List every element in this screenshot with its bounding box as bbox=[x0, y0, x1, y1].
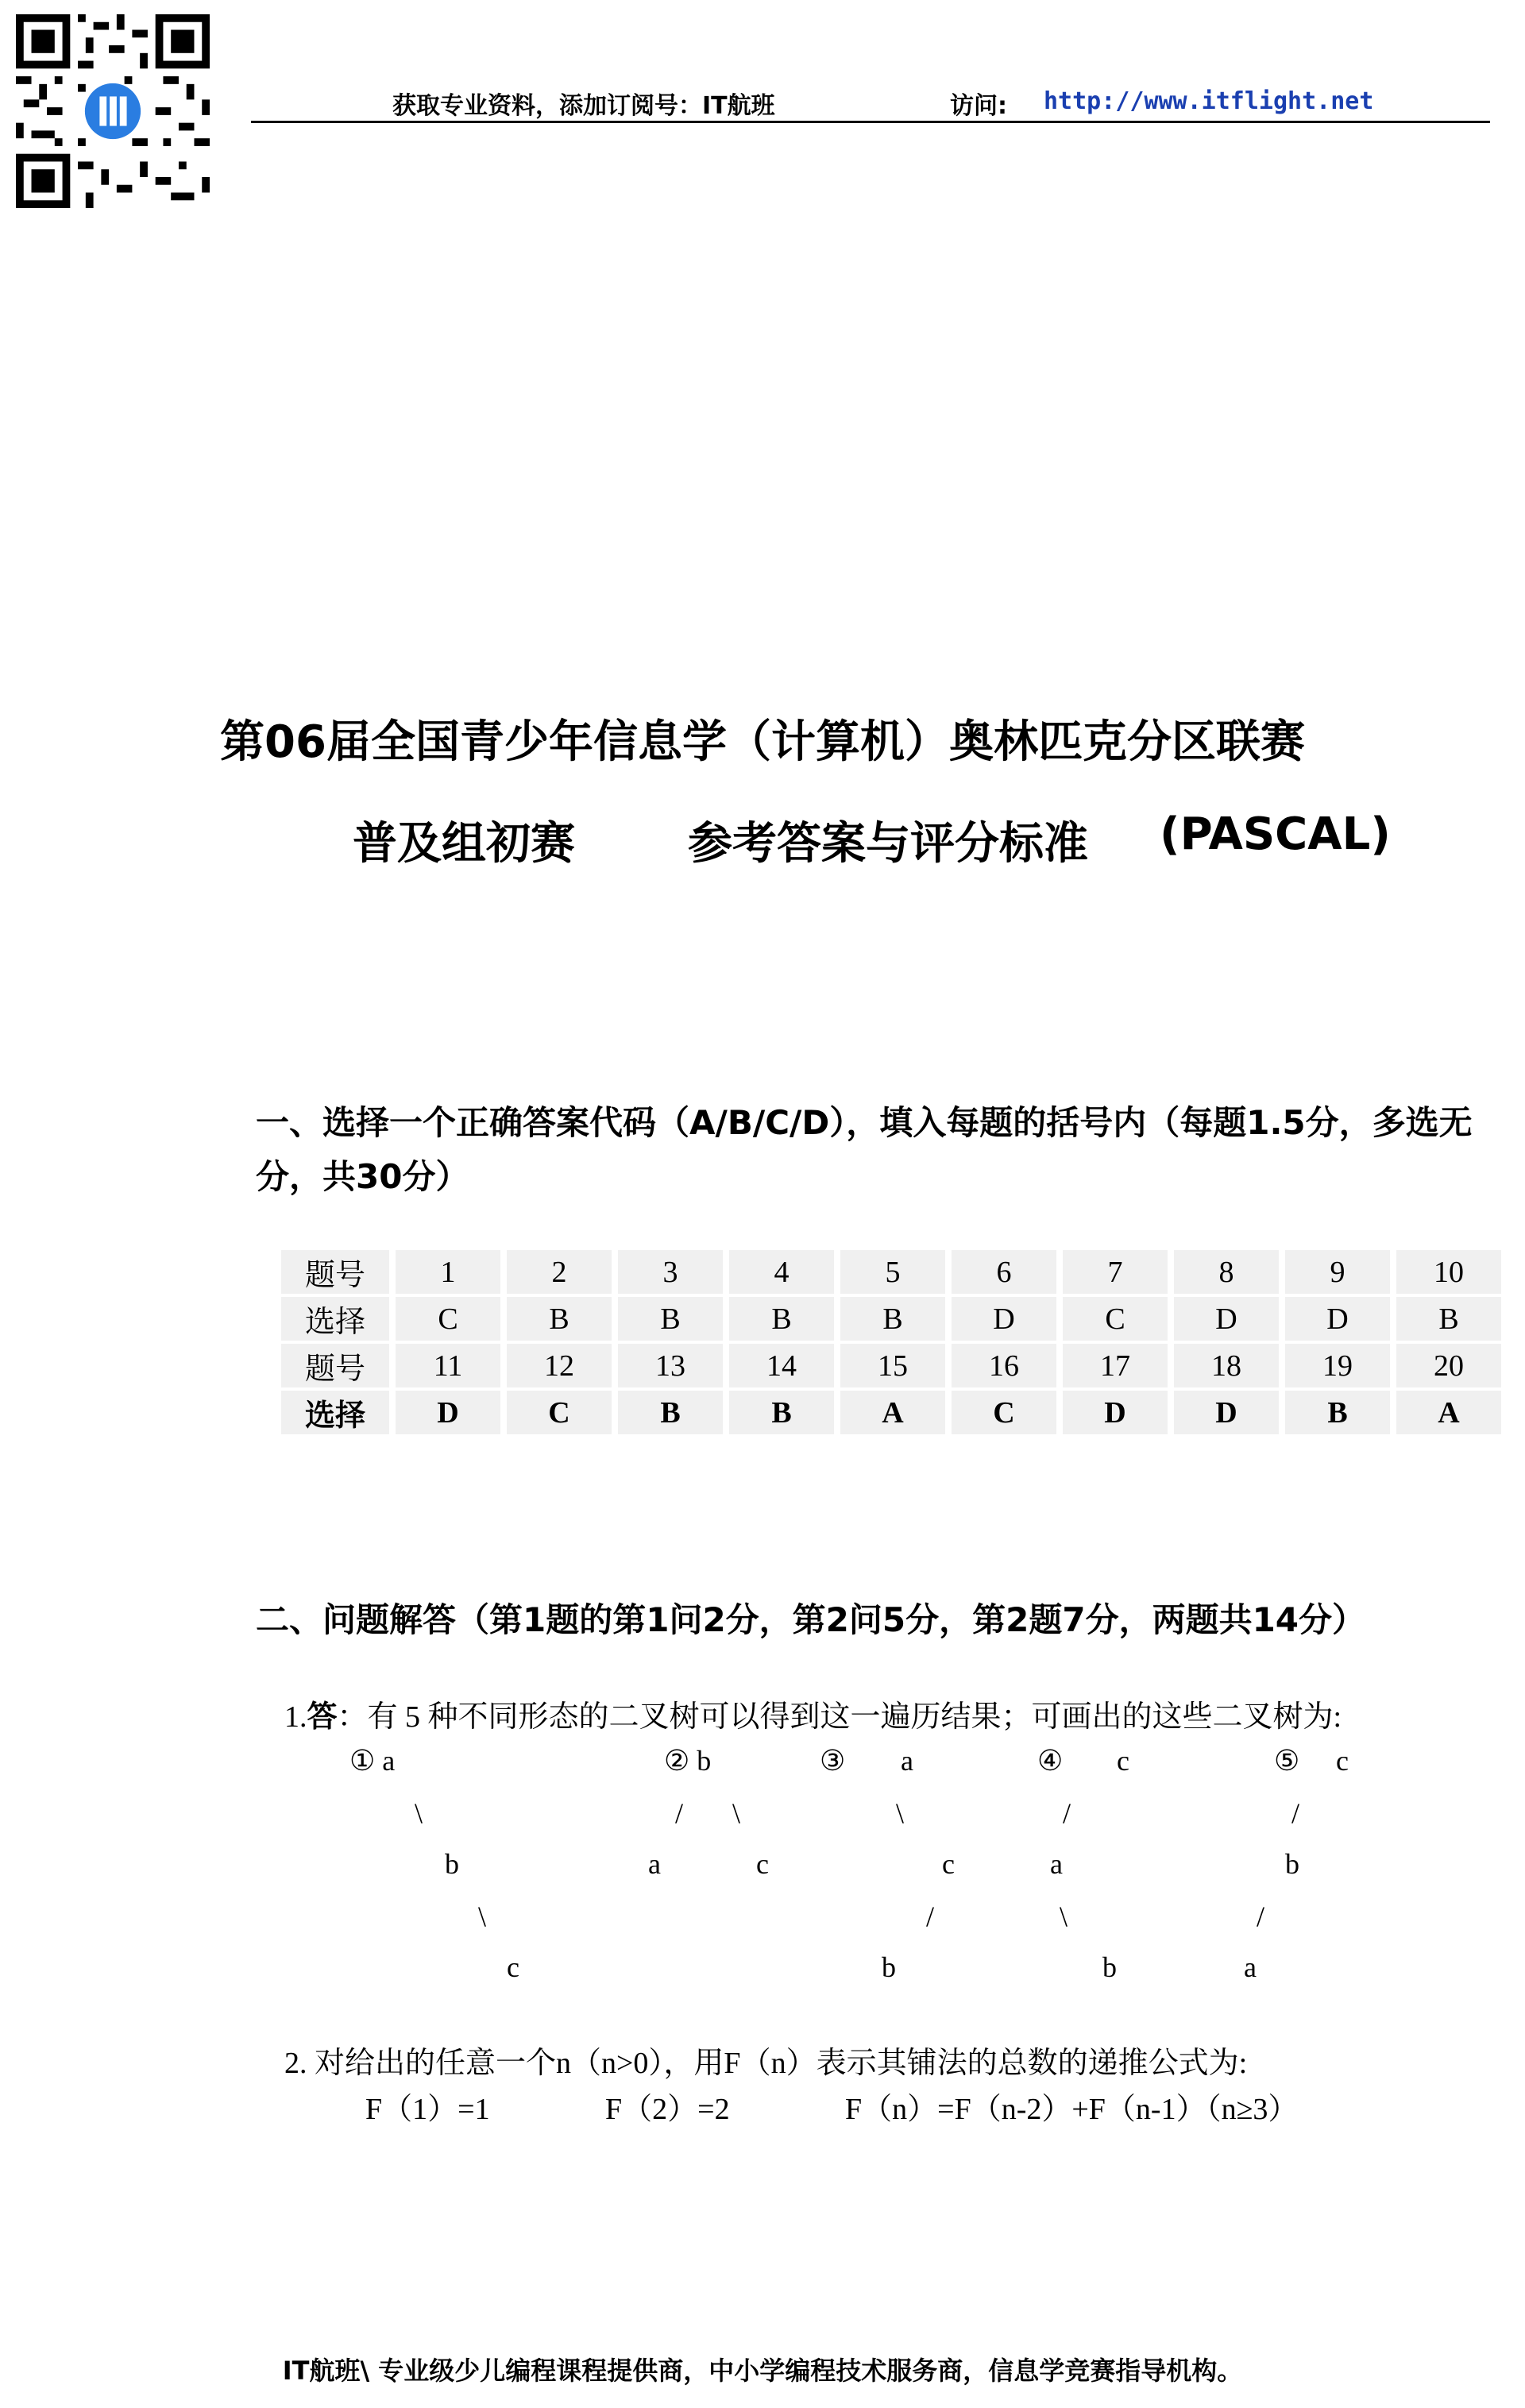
table-cell: 13 bbox=[618, 1344, 723, 1387]
table-cell: C bbox=[1063, 1297, 1168, 1341]
tree-4-edge-1: / bbox=[1063, 1797, 1071, 1829]
table-cell: 9 bbox=[1285, 1250, 1390, 1294]
table-cell: 3 bbox=[618, 1250, 723, 1294]
tree-1-edge-1: \ bbox=[415, 1797, 423, 1829]
table-cell: 4 bbox=[729, 1250, 834, 1294]
table-cell: B bbox=[618, 1391, 723, 1434]
table-cell: B bbox=[840, 1297, 945, 1341]
tree-3-edge-2: / bbox=[926, 1901, 935, 1932]
tree-5-edge-2: / bbox=[1257, 1901, 1265, 1932]
table-cell: 8 bbox=[1174, 1250, 1279, 1294]
tree-5-edge-1: / bbox=[1291, 1797, 1300, 1829]
tree-3-label: ③ bbox=[820, 1745, 846, 1777]
answer-table bbox=[275, 1247, 1508, 1437]
table-cell: B bbox=[507, 1297, 612, 1341]
tree-1-edge-2: \ bbox=[478, 1901, 487, 1932]
table-cell: 1 bbox=[396, 1250, 500, 1294]
table-cell: B bbox=[729, 1391, 834, 1434]
table-cell: D bbox=[1174, 1297, 1279, 1341]
table-cell: 17 bbox=[1063, 1344, 1168, 1387]
tree-5-node-2: b bbox=[1285, 1848, 1299, 1880]
qr-code-icon bbox=[16, 14, 210, 208]
page-title: 第06届全国青少年信息学（计算机）奥林匹克分区联赛 bbox=[220, 716, 1305, 768]
tree-2-edge-left: / bbox=[675, 1797, 684, 1829]
section2-heading: 二、问题解答（第1题的第1问2分，第2问5分，第2题7分，两题共14分） bbox=[256, 1600, 1366, 1639]
header-rule bbox=[251, 121, 1490, 123]
header-subscription-text: 获取专业资料，添加订阅号：IT航班 bbox=[392, 92, 775, 120]
formula-f2: F（2）=2 bbox=[605, 2093, 730, 2126]
question1-text bbox=[284, 1692, 1342, 1735]
tree-5-label: ⑤ bbox=[1274, 1745, 1300, 1777]
table-cell: C bbox=[952, 1391, 1056, 1434]
table-cell: D bbox=[396, 1391, 500, 1434]
tree-2-root: ② b bbox=[664, 1745, 712, 1777]
table-cell: D bbox=[1174, 1391, 1279, 1434]
page-subtitle-answer-key: 参考答案与评分标准 bbox=[688, 818, 1088, 870]
table-cell: B bbox=[729, 1297, 834, 1341]
table-cell: 12 bbox=[507, 1344, 612, 1387]
table-cell: 14 bbox=[729, 1344, 834, 1387]
tree-4-node-2: a bbox=[1050, 1848, 1063, 1880]
table-cell: 19 bbox=[1285, 1344, 1390, 1387]
table-cell: B bbox=[1396, 1297, 1501, 1341]
table-cell: 5 bbox=[840, 1250, 945, 1294]
table-cell: B bbox=[618, 1297, 723, 1341]
tree-4-label: ④ bbox=[1037, 1745, 1064, 1777]
table-cell: 18 bbox=[1174, 1344, 1279, 1387]
table-cell: D bbox=[1063, 1391, 1168, 1434]
table-cell: A bbox=[840, 1391, 945, 1434]
table-cell: D bbox=[1285, 1297, 1390, 1341]
row-label: 题号 bbox=[281, 1344, 389, 1387]
table-cell: 16 bbox=[952, 1344, 1056, 1387]
tree-5-node-3: a bbox=[1244, 1951, 1257, 1983]
question2-text: 2. 对给出的任意一个n（n>0），用F（n）表示其铺法的总数的递推公式为: bbox=[284, 2047, 1248, 2080]
table-cell: C bbox=[396, 1297, 500, 1341]
table-cell: D bbox=[952, 1297, 1056, 1341]
tree-4-node-3: b bbox=[1102, 1951, 1117, 1983]
row-label: 题号 bbox=[281, 1250, 389, 1294]
table-row-choices-2 bbox=[281, 1391, 1501, 1434]
question1-answer-label: 答 bbox=[307, 1700, 338, 1734]
table-cell: A bbox=[1396, 1391, 1501, 1434]
table-cell: B bbox=[1285, 1391, 1390, 1434]
table-cell: 20 bbox=[1396, 1344, 1501, 1387]
table-cell: 11 bbox=[396, 1344, 500, 1387]
formula-fn: F（n）=F（n-2）+F（n-1）（n≥3） bbox=[845, 2093, 1299, 2126]
tree-4-edge-2: \ bbox=[1060, 1901, 1068, 1932]
page-subtitle-group: 普及组初赛 bbox=[353, 818, 575, 870]
tree-3-node-3: b bbox=[882, 1951, 896, 1983]
tree-1-root: ① a bbox=[349, 1745, 396, 1777]
tree-2-node-left: a bbox=[648, 1848, 661, 1880]
table-cell: C bbox=[507, 1391, 612, 1434]
row-label: 选择 bbox=[281, 1297, 389, 1341]
tree-5-root: c bbox=[1336, 1745, 1349, 1777]
section1-heading: 一、选择一个正确答案代码（A/B/C/D），填入每题的括号内（每题1.5分，多选无分，共30分） bbox=[256, 1103, 1473, 1196]
header-visit-label: 访问: bbox=[950, 92, 1007, 120]
table-cell: 2 bbox=[507, 1250, 612, 1294]
page-subtitle-language: (PASCAL) bbox=[1160, 808, 1391, 860]
formula-f1: F（1）=1 bbox=[365, 2093, 490, 2126]
table-row-numbers-1 bbox=[281, 1250, 1501, 1294]
table-row-choices-1 bbox=[281, 1297, 1501, 1341]
question1-body: ：有 5 种不同形态的二叉树可以得到这一遍历结果；可画出的这些二叉树为: bbox=[337, 1700, 1342, 1734]
question1-number: 1. bbox=[284, 1700, 307, 1734]
qr-code-image bbox=[16, 14, 210, 208]
header-url-link[interactable]: http://www.itflight.net bbox=[1044, 87, 1374, 115]
page-footer: IT航班\ 专业级少儿编程课程提供商，中小学编程技术服务商，信息学竞赛指导机构。 bbox=[282, 2356, 1243, 2386]
tree-3-edge-1: \ bbox=[896, 1797, 905, 1829]
table-cell: 6 bbox=[952, 1250, 1056, 1294]
tree-2-edge-right: \ bbox=[732, 1797, 741, 1829]
table-cell: 10 bbox=[1396, 1250, 1501, 1294]
tree-1-node-3: c bbox=[507, 1951, 519, 1983]
tree-3-root: a bbox=[901, 1745, 913, 1777]
tree-1-node-2: b bbox=[445, 1848, 459, 1880]
table-cell: 7 bbox=[1063, 1250, 1168, 1294]
tree-3-node-2: c bbox=[942, 1848, 955, 1880]
table-row-numbers-2 bbox=[281, 1344, 1501, 1387]
table-cell: 15 bbox=[840, 1344, 945, 1387]
row-label: 选择 bbox=[281, 1391, 389, 1434]
tree-2-node-right: c bbox=[756, 1848, 769, 1880]
tree-4-root: c bbox=[1117, 1745, 1129, 1777]
